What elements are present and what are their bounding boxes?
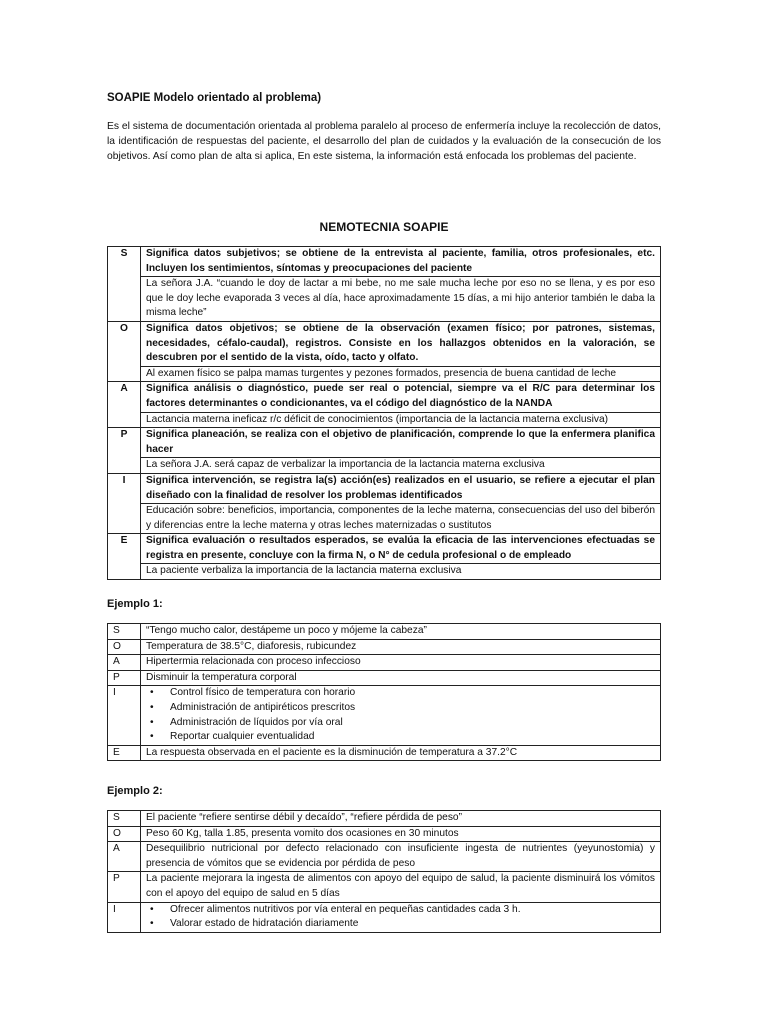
letter-cell: S <box>108 811 141 827</box>
definition-cell: Significa datos subjetivos; se obtiene de la entrevista al paciente, familia, otros profesionales, etc. Incluyen los sentimientos, síntomas y preocupaciones del paciente <box>141 247 661 277</box>
value-cell: Desequilibrio nutricional por defecto relacionado con insuficiente ingesta de nutrientes (yeyunostomia) y presencia de vómitos que se evidencia por pérdida de peso <box>141 842 661 872</box>
table-row <box>108 624 661 640</box>
table-row <box>108 902 661 932</box>
list-item: • Administración de líquidos por vía oral <box>170 716 655 731</box>
table-row <box>108 534 661 564</box>
example2-table <box>107 810 661 933</box>
example-cell: Educación sobre: beneficios, importancia, componentes de la leche materna, consecuencias del uso del biberón y diferencias entre la leche materna y otras leches maternizadas o sustitutos <box>141 504 661 534</box>
table-row <box>108 382 661 412</box>
table-row <box>108 811 661 827</box>
example-cell: La señora J.A. será capaz de verbalizar la importancia de la lactancia materna exclusiva <box>141 458 661 474</box>
table-row <box>108 412 661 428</box>
page-heading: SOAPIE Modelo orientado al problema) <box>107 92 322 104</box>
table-row <box>108 564 661 580</box>
definition-cell: Significa planeación, se realiza con el objetivo de planificación, comprende lo que la enfermera planifica hacer <box>141 428 661 458</box>
table-row <box>108 872 661 902</box>
letter-cell: I <box>108 686 141 745</box>
example1-title: Ejemplo 1: <box>107 598 163 610</box>
table-row <box>108 458 661 474</box>
value-cell: La respuesta observada en el paciente es la disminución de temperatura a 37.2°C <box>141 745 661 761</box>
definition-cell: Significa análisis o diagnóstico, puede ser real o potencial, siempre va el R/C para determinar los factores determinantes o condicionantes, va el código del diagnóstico de la NANDA <box>141 382 661 412</box>
letter-cell: I <box>108 902 141 932</box>
example-cell: La señora J.A. “cuando le doy de lactar a mi bebe, no me sale mucha leche por eso no se llena, y es por eso que le doy leche evaporada 3 veces al día, hace aproximadamente 15 días, a mi hijo anterior también le daba la misma leche” <box>141 277 661 322</box>
value-cell: “Tengo mucho calor, destápeme un poco y mójeme la cabeza” <box>141 624 661 640</box>
table-row <box>108 247 661 277</box>
letter-cell: O <box>108 826 141 842</box>
example-cell: Al examen físico se palpa mamas turgentes y pezones formados, presencia de buena cantidad de leche <box>141 366 661 382</box>
list-item: • Ofrecer alimentos nutritivos por vía enteral en pequeñas cantidades cada 3 h. <box>170 903 655 918</box>
value-cell: El paciente “refiere sentirse débil y decaído”, “refiere pérdida de peso” <box>141 811 661 827</box>
letter-cell: A <box>108 842 141 872</box>
letter-cell: A <box>108 382 141 428</box>
list-item: • Valorar estado de hidratación diariamente <box>170 917 655 932</box>
intro-paragraph: Es el sistema de documentación orientada al problema paralelo al proceso de enfermería incluye la recolección de datos, la identificación de respuestas del paciente, el desarrollo del plan de cuidados y la evaluación de la consecución de los objetivos. Así como plan de alta si aplica, En este sistema, la información está enfocada los problemas del paciente. <box>107 121 661 163</box>
letter-cell: I <box>108 473 141 533</box>
table-row <box>108 655 661 671</box>
list-item: • Administración de antipiréticos prescritos <box>170 701 655 716</box>
letter-cell: P <box>108 670 141 686</box>
value-cell: Peso 60 Kg, talla 1.85, presenta vomito dos ocasiones en 30 minutos <box>141 826 661 842</box>
table-row <box>108 428 661 458</box>
value-cell: La paciente mejorara la ingesta de alimentos con apoyo del equipo de salud, la paciente disminuirá los vómitos con el apoyo del equipo de salud en 5 días <box>141 872 661 902</box>
letter-cell: S <box>108 624 141 640</box>
list-item: • Reportar cualquier eventualidad <box>170 730 655 745</box>
intervention-list <box>146 903 655 932</box>
value-cell: Temperatura de 38.5°C, diaforesis, rubicundez <box>141 639 661 655</box>
table-row <box>108 686 661 745</box>
definition-cell: Significa evaluación o resultados esperados, se evalúa la eficacia de las intervenciones efectuadas se registra en presente, concluye con la firma N, o N° de cedula profesional o de empleado <box>141 534 661 564</box>
table-row <box>108 745 661 761</box>
letter-cell: S <box>108 247 141 322</box>
table-row <box>108 639 661 655</box>
example-cell: Lactancia materna ineficaz r/c déficit de conocimientos (importancia de la lactancia materna exclusiva) <box>141 412 661 428</box>
table-row <box>108 670 661 686</box>
intervention-list <box>146 686 655 744</box>
value-cell <box>141 902 661 932</box>
table-row <box>108 321 661 366</box>
table-row <box>108 826 661 842</box>
table-row <box>108 842 661 872</box>
definition-cell: Significa datos objetivos; se obtiene de la observación (examen físico; por patrones, sistemas, necesidades, céfalo-caudal), registros. Consiste en los hallazgos obtenidos en la valoración, se descubren por el sentido de la vista, oído, tacto y olfato. <box>141 321 661 366</box>
letter-cell: P <box>108 872 141 902</box>
soapie-table <box>107 246 661 580</box>
value-cell: Disminuir la temperatura corporal <box>141 670 661 686</box>
letter-cell: O <box>108 321 141 381</box>
letter-cell: A <box>108 655 141 671</box>
list-item: • Control físico de temperatura con horario <box>170 686 655 701</box>
example1-table <box>107 623 661 761</box>
letter-cell: O <box>108 639 141 655</box>
table-row <box>108 504 661 534</box>
definition-cell: Significa intervención, se registra la(s) acción(es) realizados en el usuario, se refiere a ejecutar el plan diseñado con la finalidad de resolver los problemas identificados <box>141 473 661 503</box>
table-row <box>108 277 661 322</box>
mnemonic-title: NEMOTECNIA SOAPIE <box>319 220 449 234</box>
letter-cell: E <box>108 745 141 761</box>
letter-cell: P <box>108 428 141 474</box>
letter-cell: E <box>108 534 141 580</box>
value-cell: Hipertermia relacionada con proceso infeccioso <box>141 655 661 671</box>
table-row <box>108 366 661 382</box>
example-cell: La paciente verbaliza la importancia de la lactancia materna exclusiva <box>141 564 661 580</box>
example2-title: Ejemplo 2: <box>107 785 163 797</box>
table-row <box>108 473 661 503</box>
value-cell <box>141 686 661 745</box>
